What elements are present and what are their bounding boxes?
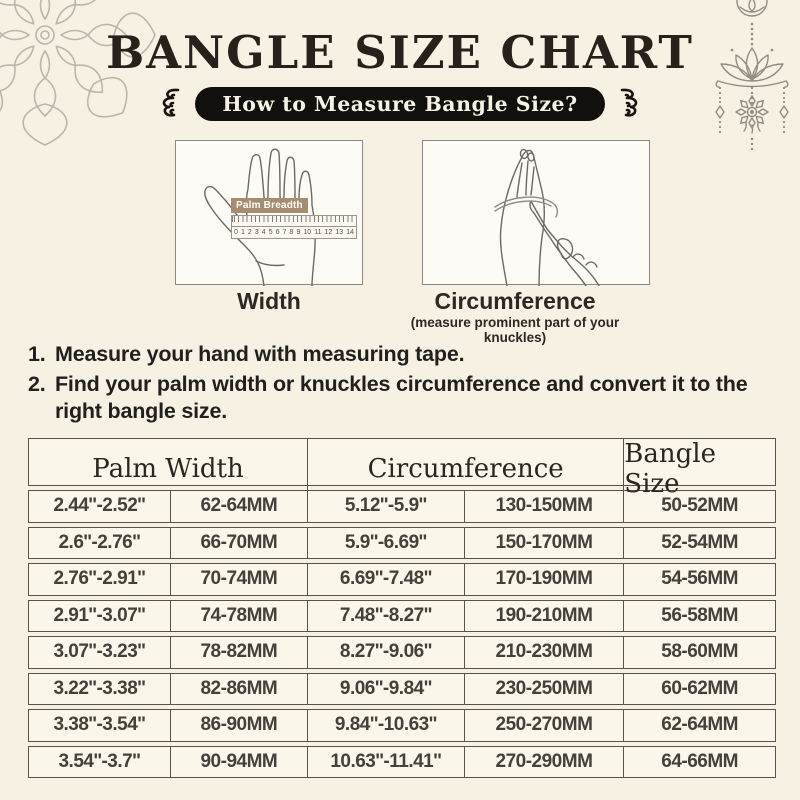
knuckle-circumference-hand-icon [423, 141, 651, 286]
ribbon-row [0, 86, 800, 122]
table-row [28, 636, 776, 669]
step-text: Measure your hand with measuring tape. [55, 342, 465, 366]
table-cell: 62-64MM [171, 491, 308, 522]
ruler-number: 11 [314, 229, 322, 236]
table-cell: 90-94MM [171, 747, 308, 778]
table-row [28, 490, 776, 523]
table-cell: 190-210MM [465, 601, 625, 632]
table-cell: 56-58MM [661, 604, 738, 626]
circumference-caption [385, 288, 645, 345]
circumference-figure [422, 140, 650, 285]
size-table-body [28, 490, 776, 778]
header-bangle-size: Bangle Size [624, 439, 716, 499]
table-row [28, 709, 776, 742]
table-cell: 270-290MM [465, 747, 625, 778]
circumference-caption-title: Circumference [434, 288, 596, 314]
table-cell: 3.22''-3.38'' [29, 674, 171, 705]
table-row [28, 527, 776, 560]
ruler-number: 10 [303, 229, 312, 236]
ribbon-banner: How to Measure Bangle Size? [195, 87, 604, 121]
table-row [28, 673, 776, 706]
ruler-number: 0 [234, 229, 238, 236]
table-cell: 2.76''-2.91'' [29, 564, 171, 595]
table-cell: 9.06''-9.84'' [308, 674, 465, 705]
ruler-number: 12 [324, 229, 333, 236]
instruction-step-2 [28, 371, 776, 425]
table-cell: 2.6''-2.76'' [29, 528, 171, 559]
table-row [28, 600, 776, 633]
ruler-numbers [231, 226, 357, 239]
instruction-step-1 [28, 341, 776, 368]
ruler-number: 2 [247, 229, 252, 236]
table-cell: 5.12''-5.9'' [308, 491, 465, 522]
table-cell: 52-54MM [661, 531, 738, 553]
table-cell: 130-150MM [465, 491, 625, 522]
table-cell: 9.84''-10.63'' [308, 710, 465, 741]
ruler-number: 14 [346, 229, 354, 236]
page-title: BANGLE SIZE CHART [106, 26, 694, 79]
step-text: Find your palm width or knuckles circumference and convert it to the right bangle size. [55, 372, 748, 424]
ruler-number: 9 [296, 229, 301, 236]
table-cell: 82-86MM [171, 674, 308, 705]
table-cell: 3.07''-3.23'' [29, 637, 171, 668]
table-cell: 74-78MM [171, 601, 308, 632]
table-cell: 3.54''-3.7'' [29, 747, 171, 778]
circumference-caption-note: (measure prominent part of your knuckles) [410, 315, 620, 345]
table-cell: 2.91''-3.07'' [29, 601, 171, 632]
table-row [28, 746, 776, 779]
flourish-right-icon [616, 86, 643, 122]
table-cell: 6.69''-7.48'' [308, 564, 465, 595]
header-palm-width: Palm Width [29, 439, 308, 499]
ruler-number: 13 [335, 229, 344, 236]
step-number: 2. [28, 372, 46, 397]
ruler-number: 6 [275, 229, 280, 236]
table-cell: 86-90MM [171, 710, 308, 741]
table-cell: 7.48''-8.27'' [308, 601, 465, 632]
ruler-number: 8 [289, 229, 294, 236]
size-table-header [28, 438, 776, 499]
table-cell: 8.27''-9.06'' [308, 637, 465, 668]
table-cell: 58-60MM [661, 641, 738, 663]
ruler-number: 1 [240, 229, 245, 236]
table-cell: 170-190MM [465, 564, 625, 595]
instructions [28, 341, 776, 428]
ruler-number: 5 [268, 229, 273, 236]
table-cell: 70-74MM [171, 564, 308, 595]
ruler-number: 3 [254, 229, 259, 236]
width-caption: Width [237, 288, 301, 314]
table-cell: 64-66MM [661, 750, 738, 772]
table-cell: 230-250MM [465, 674, 625, 705]
table-cell: 78-82MM [171, 637, 308, 668]
ruler-ticks [231, 215, 357, 226]
table-cell: 10.63''-11.41'' [308, 747, 465, 778]
table-cell: 62-64MM [661, 714, 738, 736]
size-table [28, 438, 776, 778]
header-circumference: Circumference [308, 439, 624, 499]
table-cell: 54-56MM [661, 568, 738, 590]
step-number: 1. [28, 342, 46, 366]
ruler [231, 200, 357, 239]
flourish-left-icon [157, 86, 184, 122]
table-cell: 66-70MM [171, 528, 308, 559]
table-cell: 250-270MM [465, 710, 625, 741]
table-cell: 3.38''-3.54'' [29, 710, 171, 741]
width-figure [175, 140, 363, 285]
table-row [28, 563, 776, 596]
table-cell: 5.9''-6.69'' [308, 528, 465, 559]
table-cell: 150-170MM [465, 528, 625, 559]
palm-width-hand-icon [176, 141, 364, 286]
table-cell: 50-52MM [661, 495, 738, 517]
table-cell: 210-230MM [465, 637, 625, 668]
ruler-label: Palm Breadth [231, 198, 308, 213]
ruler-number: 4 [261, 229, 266, 236]
table-cell: 60-62MM [661, 677, 738, 699]
ruler-number: 7 [282, 229, 287, 236]
table-cell: 2.44''-2.52'' [29, 491, 171, 522]
